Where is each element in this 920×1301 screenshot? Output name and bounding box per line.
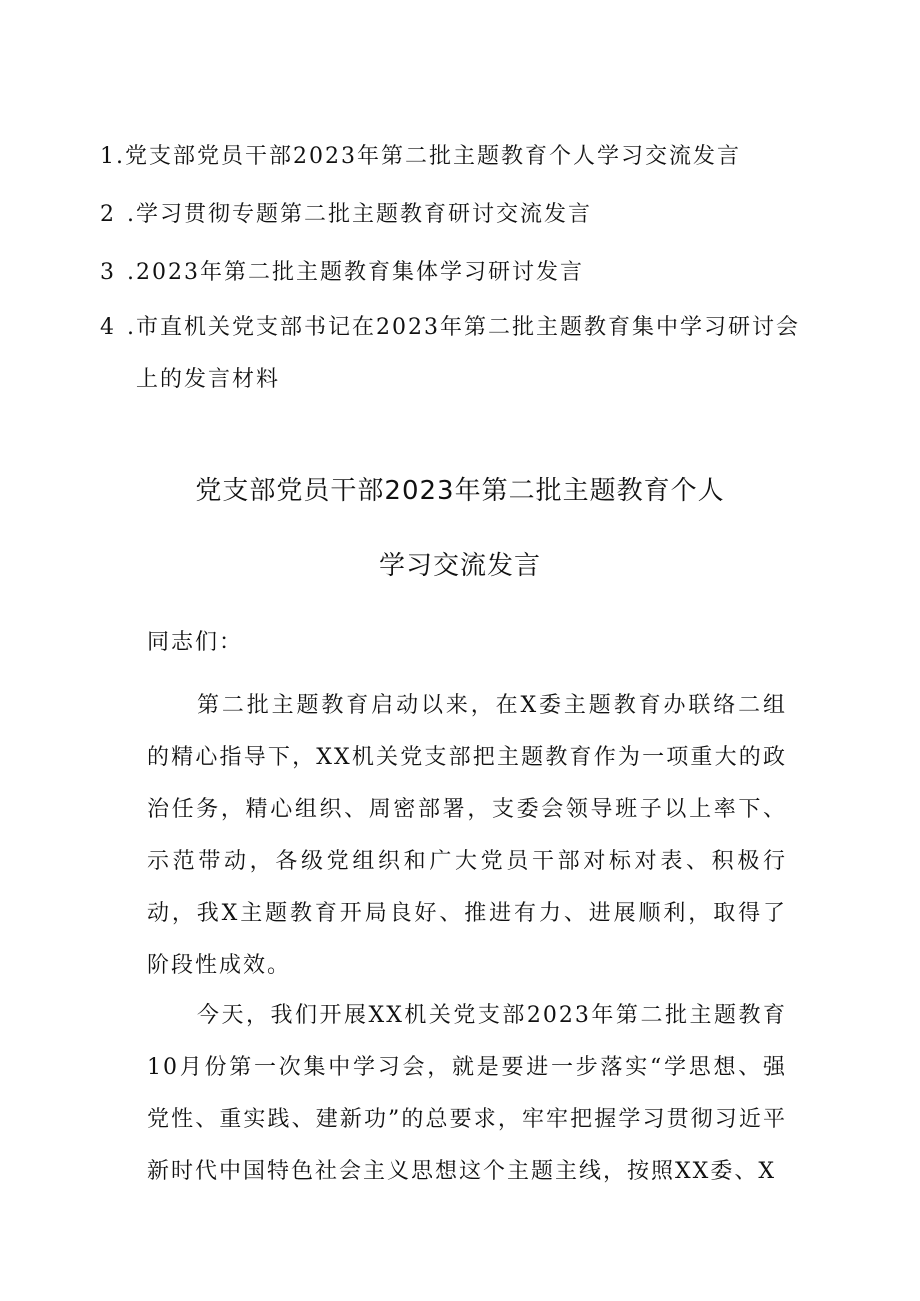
document-title-line-1: 党支部党员干部2023年第二批主题教育个人 <box>195 476 725 506</box>
toc-item-text: 党支部党员干部2023年第二批主题教育个人学习交流发言 <box>125 144 741 169</box>
toc-item-1 <box>100 128 800 186</box>
body-paragraph-2: 今天，我们开展XX机关党支部2023年第二批主题教育10月份第一次集中学习会，就是要进一步落实“学思想、强党性、重实践、建新功”的总要求，牢牢把握学习贯彻习近平新时代中国特色社会主义思想这个主题主线，按照XX委、X <box>147 1003 787 1184</box>
toc-item-text: .市直机关党支部书记在2023年第二批主题教育集中学习研讨会 <box>127 315 800 340</box>
salutation: 同志们： <box>147 630 244 655</box>
toc-item-number: 4 <box>100 315 116 340</box>
toc-item-3 <box>100 244 800 302</box>
toc-item-text: .学习贯彻专题第二批主题教育研讨交流发言 <box>127 202 592 227</box>
toc-item-number: 3 <box>100 260 116 285</box>
toc-item-4 <box>100 302 800 406</box>
table-of-contents <box>100 128 800 406</box>
toc-item-number: 2 <box>100 202 116 227</box>
toc-item-2 <box>100 186 800 244</box>
body-paragraph-1: 第二批主题教育启动以来，在X委主题教育办联络二组的精心指导下，XX机关党支部把主题教育作为一项重大的政治任务，精心组织、周密部署，支委会领导班子以上率下、示范带动，各级党组织和广大党员干部对标对表、积极行动，我X主题教育开局良好、推进有力、进展顺利，取得了阶段性成效。 <box>147 693 787 978</box>
document-title-line-2: 学习交流发言 <box>378 551 541 581</box>
toc-item-text: .2023年第二批主题教育集体学习研讨发言 <box>127 260 584 285</box>
toc-item-continuation: 上的发言材料 <box>136 367 281 392</box>
toc-item-number: 1. <box>100 144 125 169</box>
